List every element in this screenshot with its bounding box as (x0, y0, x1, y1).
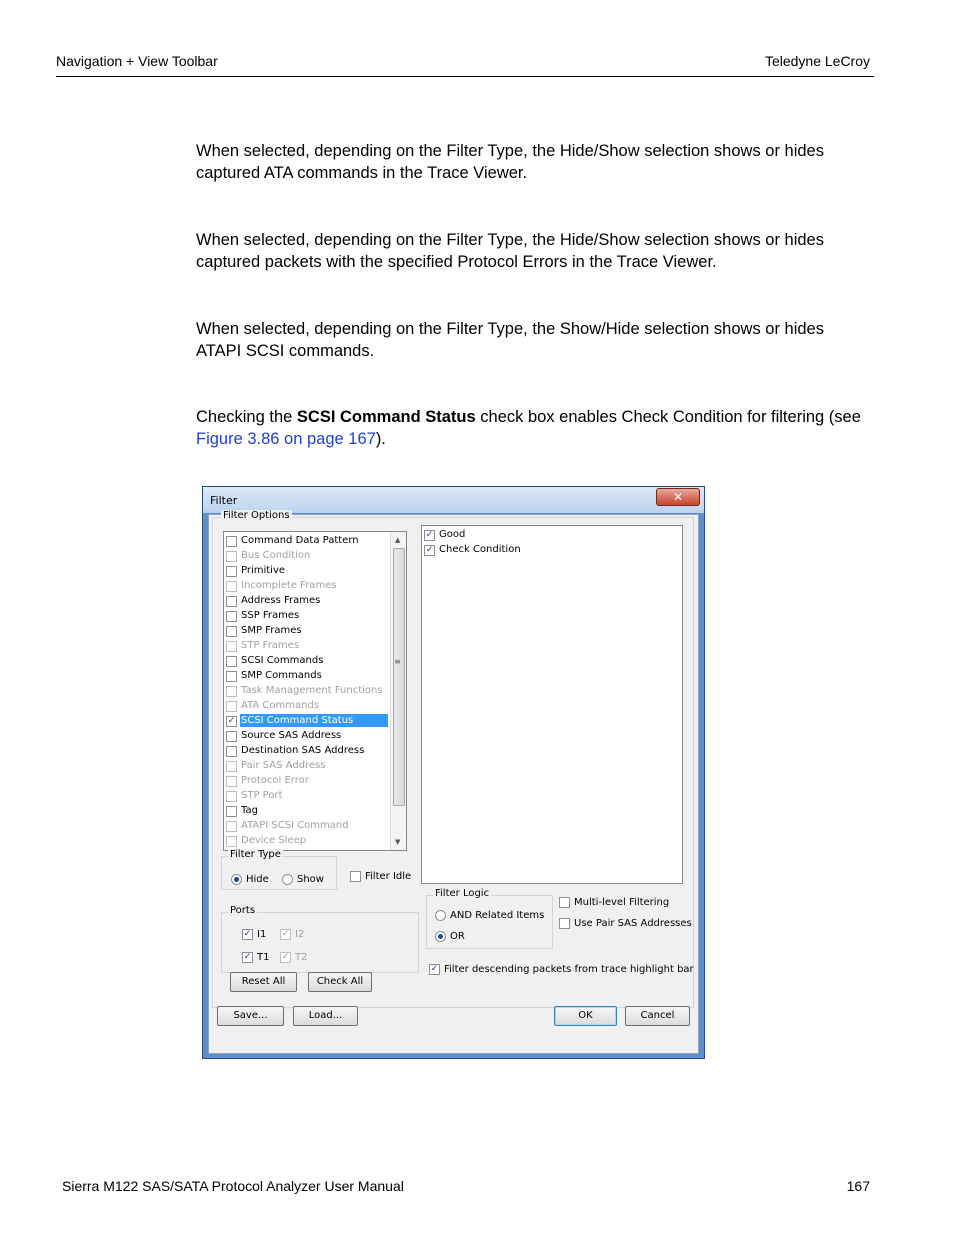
page-footer-left: Sierra M122 SAS/SATA Protocol Analyzer User Manual (62, 1178, 404, 1194)
filter-option-label: Source SAS Address (241, 730, 342, 741)
paragraph-line: captured packets with the specified Protocol Errors in the Trace Viewer. (196, 253, 717, 271)
paragraph-protocol-error (196, 229, 876, 273)
show-label: Show (297, 874, 324, 885)
cancel-button[interactable]: Cancel (625, 1006, 690, 1026)
checked-checkbox-icon[interactable]: ✓ (227, 716, 236, 726)
filter-option-label: Primitive (241, 565, 286, 576)
load-button[interactable]: Load... (293, 1006, 358, 1026)
header-rule (56, 76, 874, 77)
filter-option-item[interactable] (226, 669, 388, 683)
paragraph-ata-commands (196, 140, 876, 184)
filter-option-label: Tag (241, 805, 258, 816)
filter-option-label: ATAPI SCSI Command (241, 820, 349, 831)
filter-option-item[interactable] (226, 819, 388, 833)
filter-type-label: Filter Type (230, 849, 281, 860)
filter-option-label: Protocol Error (241, 775, 309, 786)
filter-option-label: Address Frames (241, 595, 321, 606)
filter-idle-label: Filter Idle (365, 871, 412, 882)
figure-link[interactable]: Figure 3.86 on page 167 (196, 430, 376, 448)
filter-option-label: Incomplete Frames (241, 580, 337, 591)
checkbox-icon[interactable] (226, 761, 237, 772)
filter-dialog (202, 486, 705, 1059)
filter-option-label: Destination SAS Address (241, 745, 365, 756)
checkbox-icon[interactable] (226, 536, 237, 547)
checkbox-icon[interactable] (226, 701, 237, 712)
page-header-left: Navigation + View Toolbar (56, 53, 218, 69)
paragraph-line: When selected, depending on the Filter Type, the Show/Hide selection shows or hides (196, 320, 824, 338)
filter-option-label: Task Management Functions (241, 685, 383, 696)
save-button[interactable]: Save... (217, 1006, 284, 1026)
hide-radio-icon (231, 874, 242, 885)
scroll-thumb[interactable] (393, 548, 405, 806)
ports-group (221, 912, 419, 973)
filter-option-label: STP Frames (241, 640, 300, 651)
checkbox-icon[interactable] (226, 596, 237, 607)
filter-options-label: Filter Options (223, 510, 290, 521)
page-header-right: Teledyne LeCroy (764, 53, 870, 69)
checkbox-icon[interactable] (226, 581, 237, 592)
hide-label: Hide (246, 874, 269, 885)
filter-option-item[interactable] (226, 594, 388, 608)
use-pair-sas-label: Use Pair SAS Addresses (574, 918, 692, 929)
scroll-grip-icon: ≡ (394, 657, 401, 666)
filter-option-item[interactable] (226, 564, 388, 578)
use-pair-sas-check-icon (559, 918, 570, 929)
paragraph-atapi-scsi (196, 318, 876, 362)
checkbox-icon[interactable] (226, 656, 237, 667)
filter-logic-label: Filter Logic (435, 888, 490, 899)
paragraph-text: ). (375, 430, 386, 448)
dialog-title: Filter (210, 494, 238, 507)
paragraph-scsi-command-status (196, 406, 876, 450)
paragraph-line: When selected, depending on the Filter Type, the Hide/Show selection shows or hides (196, 142, 824, 160)
filter-option-item[interactable] (226, 609, 388, 623)
checkbox-icon[interactable] (226, 626, 237, 637)
dialog-client (208, 510, 699, 1054)
checkbox-icon[interactable] (226, 836, 237, 847)
status-list[interactable] (421, 525, 683, 884)
checkbox-icon[interactable] (226, 686, 237, 697)
port-label: I1 (257, 929, 267, 940)
scroll-down-icon[interactable]: ▼ (395, 838, 401, 846)
filter-option-label: SCSI Commands (241, 655, 324, 666)
checkbox-icon[interactable] (226, 746, 237, 757)
status-item[interactable] (424, 528, 586, 542)
and-radio-icon (435, 910, 446, 921)
filter-option-label: Pair SAS Address (241, 760, 326, 771)
filter-option-label: SSP Frames (241, 610, 300, 621)
port-check-icon: ✓ (243, 952, 252, 962)
filter-option-label: Bus Condition (241, 550, 311, 561)
or-radio-icon (435, 931, 446, 942)
filter-option-item[interactable] (226, 789, 388, 803)
status-item[interactable] (424, 543, 586, 557)
show-radio-icon (282, 874, 293, 885)
filter-option-item[interactable] (226, 759, 388, 773)
checkbox-icon[interactable] (226, 671, 237, 682)
filter-option-label: SMP Commands (241, 670, 322, 681)
port-label: I2 (295, 929, 305, 940)
bold-term: SCSI Command Status (296, 408, 476, 426)
filter-option-item[interactable] (226, 549, 388, 563)
port-check-icon: ✓ (243, 929, 252, 939)
checkbox-icon[interactable] (226, 776, 237, 787)
filter-option-item[interactable] (226, 804, 388, 818)
or-label: OR (450, 931, 465, 942)
filter-idle-check-icon (350, 871, 361, 882)
checkbox-icon[interactable] (226, 551, 237, 562)
checked-checkbox-icon[interactable]: ✓ (425, 545, 434, 555)
paragraph-text: check box enables Check Condition for filtering (see (475, 408, 861, 426)
close-icon: ✕ (672, 490, 684, 504)
paragraph-line: When selected, depending on the Filter Type, the Hide/Show selection shows or hides (196, 231, 824, 249)
filter-option-item[interactable] (226, 624, 388, 638)
port-label: T2 (295, 952, 308, 963)
filter-descending-check-icon: ✓ (430, 964, 439, 974)
paragraph-text: Checking the (196, 408, 297, 426)
scroll-up-icon[interactable]: ▲ (395, 536, 401, 544)
close-button[interactable] (656, 488, 700, 506)
filter-options-list[interactable] (223, 531, 407, 851)
page-number: 167 (846, 1178, 870, 1194)
checkbox-icon[interactable] (226, 641, 237, 652)
and-label: AND Related Items (450, 910, 545, 921)
checked-checkbox-icon[interactable]: ✓ (425, 530, 434, 540)
status-item-label: Check Condition (439, 544, 521, 555)
filter-option-item[interactable] (226, 534, 388, 548)
filter-option-item[interactable] (226, 744, 388, 758)
paragraph-line: ATAPI SCSI commands. (196, 342, 375, 360)
filter-option-item[interactable] (226, 714, 388, 728)
filter-option-item[interactable] (226, 684, 388, 698)
checkbox-icon[interactable] (226, 611, 237, 622)
port-check-icon: ✓ (281, 929, 290, 939)
filter-option-item[interactable] (226, 729, 388, 743)
checkbox-icon[interactable] (226, 731, 237, 742)
filter-option-label: Device Sleep (241, 835, 307, 846)
filter-option-item[interactable] (226, 834, 388, 848)
reset-all-button[interactable]: Reset All (230, 972, 297, 992)
check-all-button[interactable]: Check All (308, 972, 372, 992)
filter-descending-label: Filter descending packets from trace highlight bar (444, 964, 694, 975)
filter-option-item[interactable] (226, 654, 388, 668)
filter-option-label: STP Port (241, 790, 283, 801)
filter-option-item[interactable] (226, 699, 388, 713)
multi-level-label: Multi-level Filtering (574, 897, 670, 908)
ok-button[interactable]: OK (554, 1006, 617, 1026)
port-check-icon: ✓ (281, 952, 290, 962)
filter-option-label: Command Data Pattern (241, 535, 359, 546)
filter-option-item[interactable] (226, 639, 388, 653)
filter-option-label: ATA Commands (241, 700, 320, 711)
checkbox-icon[interactable] (226, 791, 237, 802)
checkbox-icon[interactable] (226, 566, 237, 577)
status-item-label: Good (439, 529, 466, 540)
checkbox-icon[interactable] (226, 821, 237, 832)
paragraph-line: captured ATA commands in the Trace Viewer. (196, 164, 528, 182)
checkbox-icon[interactable] (226, 806, 237, 817)
filter-option-label: SMP Frames (241, 625, 302, 636)
filter-option-item[interactable] (226, 774, 388, 788)
port-label: T1 (257, 952, 270, 963)
filter-option-label: SCSI Command Status (240, 714, 388, 727)
multi-level-check-icon (559, 897, 570, 908)
options-scrollbar[interactable] (390, 532, 406, 850)
filter-option-item[interactable] (226, 579, 388, 593)
ports-label: Ports (230, 905, 256, 916)
filter-logic-group (426, 895, 553, 949)
